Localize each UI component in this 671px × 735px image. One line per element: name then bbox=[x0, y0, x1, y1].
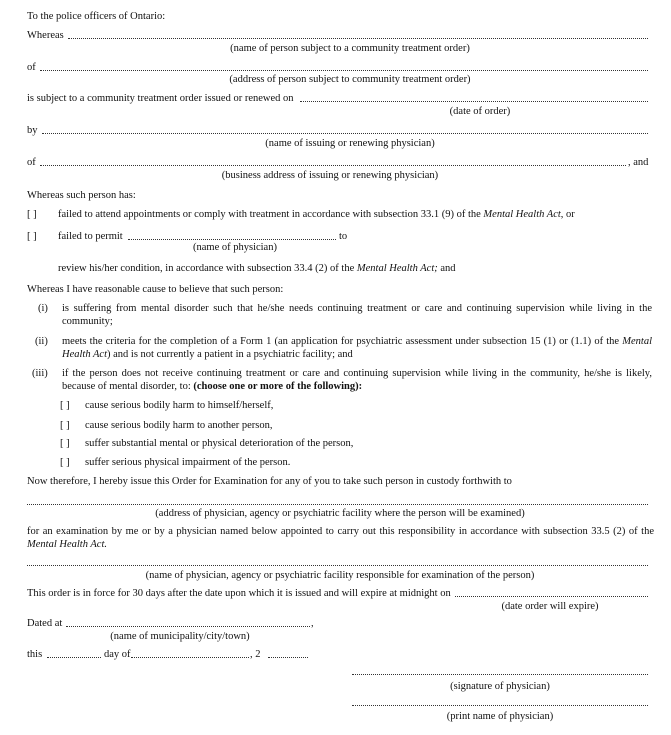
this-label: this bbox=[27, 649, 43, 660]
condition-ii-num: (ii) bbox=[35, 336, 48, 347]
condition-iii-num: (iii) bbox=[32, 368, 48, 379]
condition-iii-bold: (choose one or more of the following): bbox=[193, 381, 363, 393]
municipality-caption: (name of municipality/city/town) bbox=[110, 631, 250, 642]
review-line bbox=[58, 262, 456, 275]
checkbox-impairment[interactable]: [ ] bbox=[60, 457, 70, 468]
checkbox-harm-self[interactable]: [ ] bbox=[60, 400, 70, 411]
order-date-field[interactable] bbox=[300, 100, 648, 102]
print-name-caption: (print name of physician) bbox=[446, 711, 554, 722]
condition-i-num: (i) bbox=[38, 303, 48, 314]
checkbox-failed-permit[interactable]: [ ] bbox=[27, 231, 37, 242]
failed-permit-text: failed to permit bbox=[58, 231, 123, 242]
examiner-field[interactable] bbox=[27, 564, 648, 566]
impairment-text: suffer serious physical impairment of the person. bbox=[85, 457, 291, 468]
deterioration-text: suffer substantial mental or physical deterioration of the person, bbox=[85, 438, 354, 449]
physician-name-caption: (name of issuing or renewing physician) bbox=[265, 138, 435, 149]
harm-other-text: cause serious bodily harm to another person, bbox=[85, 420, 273, 431]
whereas-has: Whereas such person has: bbox=[27, 190, 136, 201]
expiry-date-caption: (date order will expire) bbox=[501, 601, 599, 612]
condition-i-text: is suffering from mental disorder such that he/she needs continuing treatment or care and continuing supervision while living in the community; bbox=[62, 303, 652, 328]
examination-act: Mental Health Act. bbox=[27, 539, 107, 551]
signature-field[interactable] bbox=[352, 673, 648, 675]
to-label: to bbox=[339, 231, 348, 242]
year-field[interactable] bbox=[268, 656, 308, 658]
of2-label: of bbox=[27, 157, 36, 168]
condition-ii-end: ) and is not currently a patient in a psychiatric facility; and bbox=[107, 349, 353, 361]
harm-self-text: cause serious bodily harm to himself/herself, bbox=[85, 400, 274, 411]
day-field[interactable] bbox=[47, 656, 101, 658]
dated-at-label: Dated at bbox=[27, 618, 63, 629]
condition-iii-text bbox=[62, 367, 652, 393]
permit-physician-field[interactable] bbox=[128, 238, 336, 240]
subject-text: is subject to a community treatment order issued or renewed on bbox=[27, 93, 294, 104]
failed-attend-act: Mental Health Act bbox=[483, 209, 561, 220]
checkbox-harm-other[interactable]: [ ] bbox=[60, 420, 70, 431]
month-field[interactable] bbox=[131, 656, 249, 658]
signature-caption: (signature of physician) bbox=[450, 681, 550, 692]
examination-place-field[interactable] bbox=[27, 503, 648, 505]
checkbox-failed-attend[interactable]: [ ] bbox=[27, 209, 37, 220]
by-label: by bbox=[27, 125, 38, 136]
review-act: Mental Health Act; bbox=[356, 263, 438, 274]
and-suffix: , and bbox=[628, 157, 649, 168]
person-address-field[interactable] bbox=[40, 69, 648, 71]
condition-iii-main: if the person does not receive continuing treatment or care and continuing supervision while living in the community, he/she is likely, because of mental disorder, to: bbox=[62, 368, 652, 393]
condition-ii-text bbox=[62, 335, 652, 361]
condition-ii-main: meets the criteria for the completion of a Form 1 (an application for psychiatric assessment under subsection 15 (1) or (1.1) of the bbox=[62, 336, 623, 347]
checkbox-deterioration[interactable]: [ ] bbox=[60, 438, 70, 449]
failed-attend-text-main: failed to attend appointments or comply with treatment in accordance with subsection 33.1 (9) of the bbox=[58, 209, 484, 220]
dated-comma: , bbox=[311, 618, 314, 629]
examination-place-caption: (address of physician, agency or psychiatric facility where the person will be examined) bbox=[155, 508, 525, 519]
condition-ii-act: Mental Health Act bbox=[62, 336, 652, 361]
of-label: of bbox=[27, 62, 36, 73]
permit-physician-caption: (name of physician) bbox=[193, 242, 277, 253]
print-name-field[interactable] bbox=[352, 704, 648, 706]
examination-text bbox=[27, 525, 654, 551]
person-address-caption: (address of person subject to community treatment order) bbox=[229, 74, 471, 85]
municipality-field[interactable] bbox=[66, 625, 310, 627]
reasonable-cause: Whereas I have reasonable cause to believe that such person: bbox=[27, 284, 284, 295]
day-of-label: day of bbox=[104, 649, 131, 660]
physician-name-field[interactable] bbox=[42, 132, 648, 134]
review-text-end: and bbox=[437, 263, 456, 274]
in-force-text: This order is in force for 30 days after the date upon which it is issued and will expire at midnight on bbox=[27, 588, 451, 599]
whereas-label: Whereas bbox=[27, 30, 64, 41]
order-date-caption: (date of order) bbox=[449, 106, 511, 117]
physician-address-caption: (business address of issuing or renewing physician) bbox=[221, 170, 439, 181]
examination-main: for an examination by me or by a physician named below appointed to carry out this responsibility in accordance with subsection 33.5 (2) of the bbox=[27, 526, 654, 537]
person-name-caption: (name of person subject to a community treatment order) bbox=[230, 43, 470, 54]
person-name-field[interactable] bbox=[68, 37, 648, 39]
now-therefore-text: Now therefore, I hereby issue this Order for Examination for any of you to take such person in custody forthwith to bbox=[27, 476, 512, 487]
failed-attend-text-end: , or bbox=[560, 209, 575, 220]
year-prefix: , 2 bbox=[250, 649, 261, 660]
examiner-caption: (name of physician, agency or psychiatric facility responsible for examination of the person) bbox=[145, 570, 535, 581]
review-text: review his/her condition, in accordance with subsection 33.4 (2) of the bbox=[58, 263, 357, 274]
physician-address-field[interactable] bbox=[40, 164, 626, 166]
salutation: To the police officers of Ontario: bbox=[27, 11, 166, 22]
expiry-date-field[interactable] bbox=[455, 595, 648, 597]
failed-attend-text bbox=[58, 208, 575, 221]
